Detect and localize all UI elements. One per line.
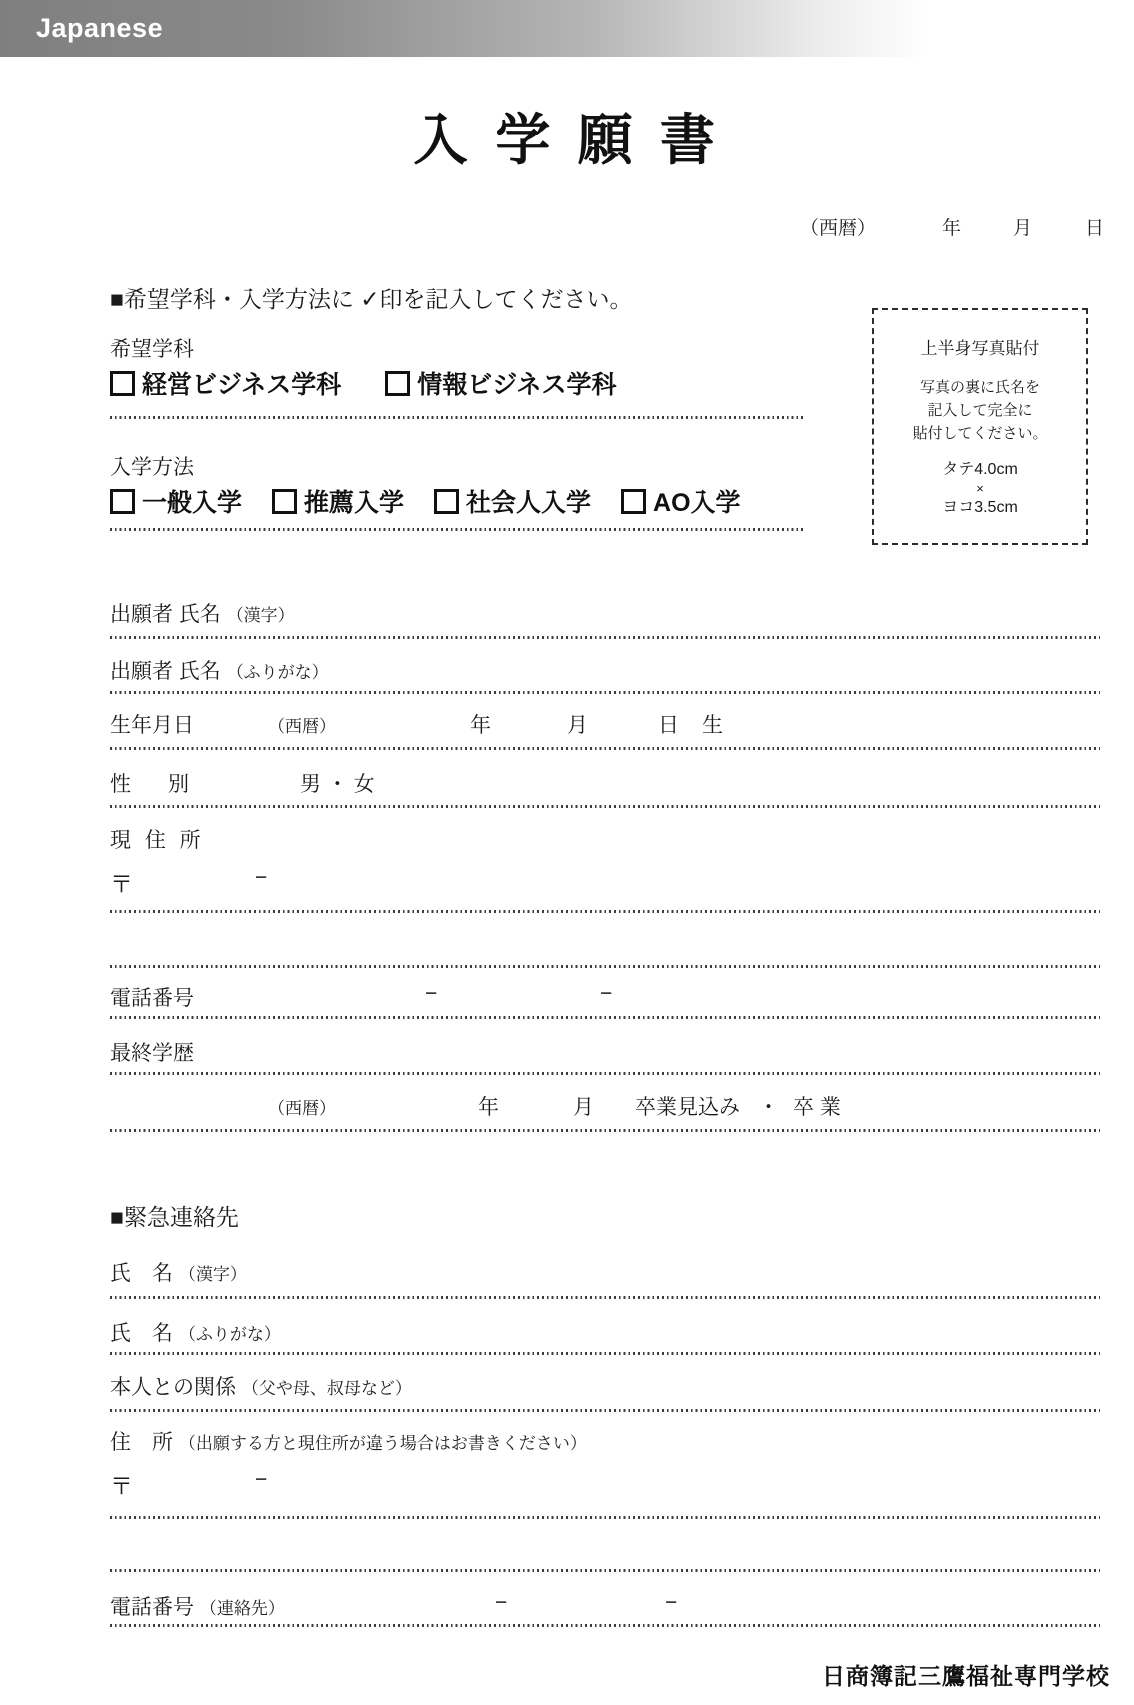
checkbox-icon[interactable] — [385, 371, 410, 396]
date-era-label: （西暦） — [800, 218, 877, 239]
education-year-label: 年 — [478, 1096, 499, 1119]
applicant-name-kana-label — [110, 655, 329, 685]
field-label: 氏 名 — [110, 1322, 173, 1345]
field-note: （連絡先） — [199, 1599, 285, 1618]
admission-section-label: 入学方法 — [110, 456, 194, 479]
emergency-phone-dash-2: − — [665, 1591, 678, 1614]
birthdate-label: 生年月日 — [110, 714, 194, 737]
field-label: 出願者 氏名 — [110, 660, 221, 683]
photo-height-spec: タテ4.0cm — [942, 461, 1018, 478]
field-note: （漢字） — [178, 1265, 247, 1284]
department-dotted-line — [110, 416, 805, 419]
emergency-postal-mark: 〒 — [110, 1473, 133, 1499]
phone-write-line — [110, 1016, 1100, 1019]
name-kanji-write-line — [110, 636, 1100, 639]
language-label: Japanese — [36, 13, 164, 43]
phone-dash-2: − — [600, 982, 613, 1005]
photo-box-title: 上半身写真貼付 — [920, 339, 1040, 358]
emergency-name-kanji-label — [110, 1257, 247, 1287]
department-options-row — [110, 365, 617, 401]
photo-width-spec: ヨコ3.5cm — [942, 499, 1018, 516]
gender-label: 性 別 — [110, 773, 197, 796]
option-label: AO入学 — [653, 489, 741, 517]
check-instruction: ■希望学科・入学方法に ✓印を記入してください。 — [110, 286, 633, 312]
relationship-label — [110, 1371, 412, 1401]
option-label: 推薦入学 — [304, 489, 405, 517]
field-note: （出願する方と現住所が違う場合はお書きください） — [178, 1434, 587, 1453]
relationship-write-line — [110, 1409, 1100, 1412]
emergency-name-kana-label — [110, 1317, 281, 1347]
field-label: 本人との関係 — [110, 1376, 236, 1399]
field-label: 出願者 氏名 — [110, 603, 221, 626]
photo-box-note-line3: 貼付してください。 — [912, 425, 1048, 442]
school-name: 日商簿記三鷹福祉専門学校 — [822, 1663, 1110, 1689]
emergency-name-kanji-write-line — [110, 1296, 1100, 1299]
education-era-label: （西暦） — [268, 1099, 336, 1118]
date-year-label: 年 — [942, 218, 962, 239]
birthdate-year-label: 年 — [470, 714, 491, 737]
checkbox-option-ao-admission[interactable] — [621, 483, 741, 519]
checkbox-option-business-management[interactable] — [110, 365, 341, 401]
checkbox-icon[interactable] — [621, 489, 646, 514]
date-month-label: 月 — [1013, 218, 1033, 239]
checkbox-icon[interactable] — [110, 371, 135, 396]
checkbox-option-information-business[interactable] — [385, 365, 616, 401]
emergency-contact-heading: ■緊急連絡先 — [110, 1204, 239, 1230]
address-write-line-1 — [110, 910, 1100, 913]
emergency-address-write-line-1 — [110, 1516, 1100, 1519]
education-dot-separator: ・ — [758, 1096, 779, 1119]
education-expected-graduation-label: 卒業見込み — [635, 1096, 740, 1119]
field-note: （父や母、叔母など） — [241, 1379, 412, 1398]
photo-attachment-box — [872, 308, 1088, 545]
address-write-line-2 — [110, 965, 1100, 968]
multiply-sign: × — [976, 481, 984, 496]
education-write-line — [110, 1072, 1100, 1075]
birthdate-day-label: 日 — [658, 714, 679, 737]
gender-options: 男 ・ 女 — [300, 773, 375, 796]
birthdate-era-label: （西暦） — [268, 717, 336, 736]
photo-box-note-line2: 記入して完全に — [927, 402, 1033, 419]
education-month-label: 月 — [573, 1096, 594, 1119]
checkbox-option-general-admission[interactable] — [110, 483, 242, 519]
current-address-label: 現 住 所 — [110, 829, 205, 852]
education-label: 最終学歴 — [110, 1042, 194, 1065]
phone-label: 電話番号 — [110, 987, 194, 1010]
postal-mark: 〒 — [110, 871, 133, 897]
birthdate-month-label: 月 — [567, 714, 588, 737]
checkbox-icon[interactable] — [110, 489, 135, 514]
gender-write-line — [110, 805, 1100, 808]
checkbox-icon[interactable] — [434, 489, 459, 514]
option-label: 経営ビジネス学科 — [142, 371, 342, 399]
checkbox-icon[interactable] — [272, 489, 297, 514]
department-section-label: 希望学科 — [110, 338, 194, 361]
option-label: 情報ビジネス学科 — [417, 371, 617, 399]
page-title: 入 学 願 書 — [413, 109, 721, 171]
emergency-address-write-line-2 — [110, 1569, 1100, 1572]
education-graduated-label: 卒 業 — [793, 1096, 841, 1119]
photo-box-note-line1: 写真の裏に氏名を — [919, 379, 1040, 396]
emergency-postal-dash: − — [255, 1468, 268, 1491]
field-label: 電話番号 — [110, 1596, 194, 1619]
phone-dash-1: − — [425, 982, 438, 1005]
option-label: 一般入学 — [142, 489, 243, 517]
admission-options-row — [110, 483, 741, 519]
field-note: （ふりがな） — [226, 663, 329, 682]
field-note: （ふりがな） — [178, 1325, 281, 1344]
language-banner — [0, 0, 1134, 57]
emergency-phone-write-line — [110, 1624, 1100, 1627]
field-label: 住 所 — [110, 1431, 173, 1454]
emergency-phone-dash-1: − — [495, 1591, 508, 1614]
postal-dash: − — [255, 866, 268, 889]
field-note: （漢字） — [226, 606, 295, 625]
emergency-name-kana-write-line — [110, 1352, 1100, 1355]
option-label: 社会人入学 — [466, 489, 592, 517]
applicant-name-kanji-label — [110, 598, 295, 628]
field-label: 氏 名 — [110, 1262, 173, 1285]
name-kana-write-line — [110, 691, 1100, 694]
date-day-label: 日 — [1085, 218, 1105, 239]
birthdate-born-suffix: 生 — [702, 714, 723, 737]
emergency-address-label — [110, 1426, 587, 1456]
emergency-phone-label — [110, 1591, 285, 1621]
education-date-write-line — [110, 1129, 1100, 1132]
checkbox-option-adult-admission[interactable] — [434, 483, 591, 519]
admission-dotted-line — [110, 528, 805, 531]
checkbox-option-recommendation-admission[interactable] — [272, 483, 404, 519]
birthdate-write-line — [110, 747, 1100, 750]
